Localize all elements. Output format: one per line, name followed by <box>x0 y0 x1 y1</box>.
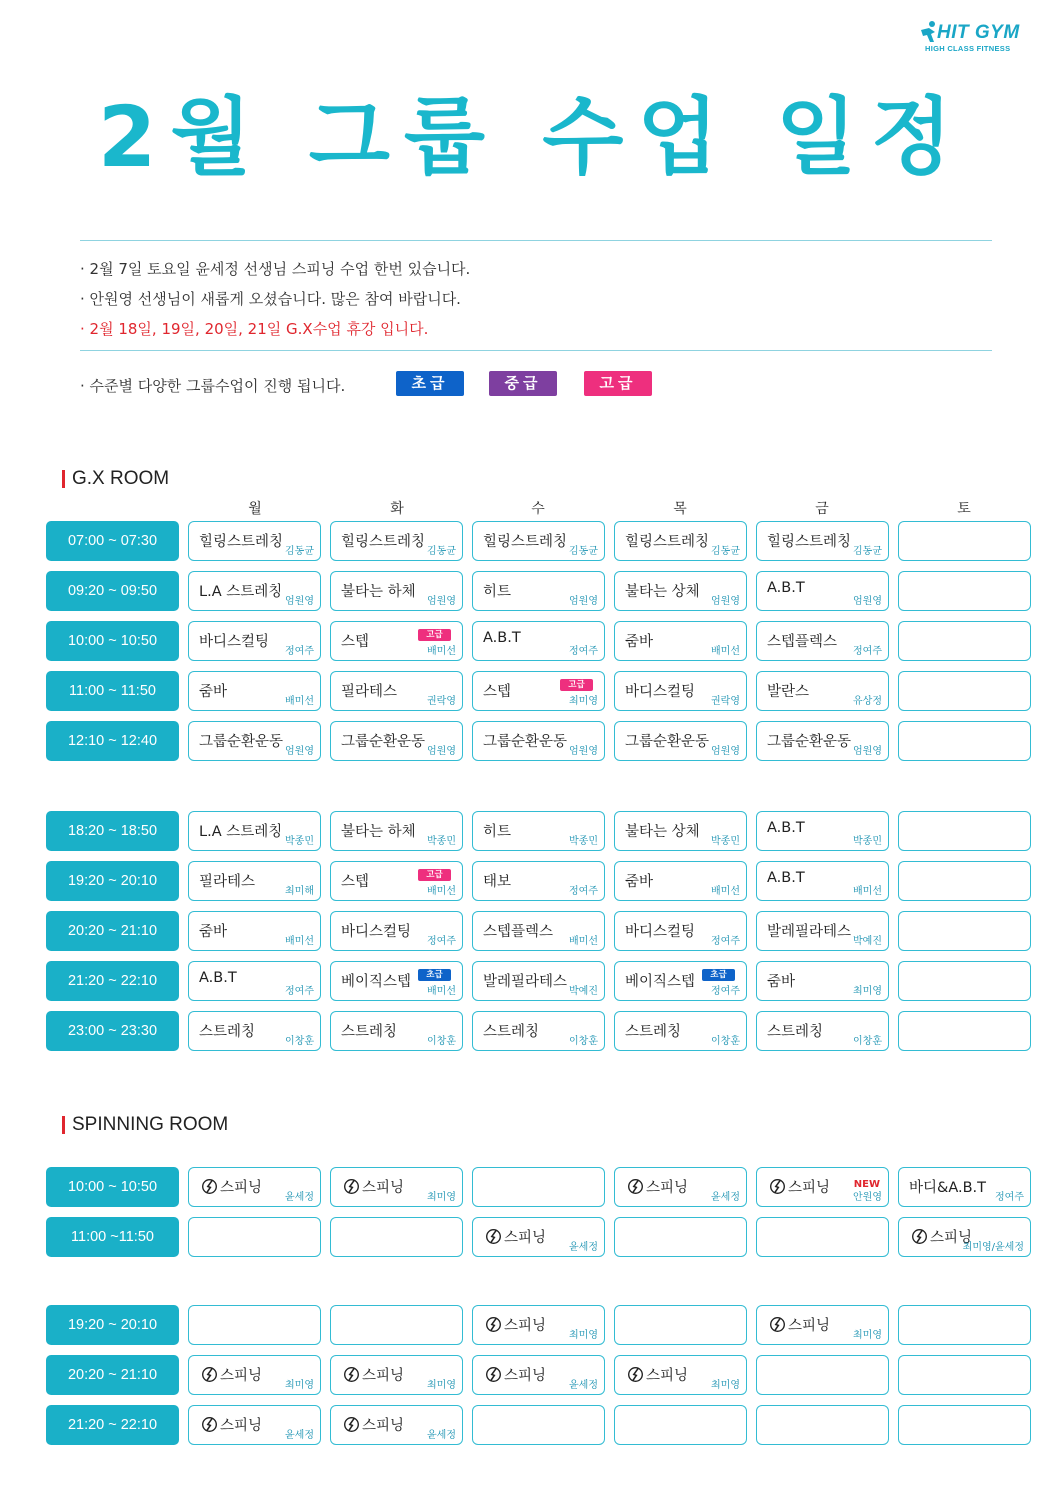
class-name: 스피닝 <box>220 1368 263 1384</box>
class-name: 불타는 하체 <box>341 584 416 600</box>
class-name: 스텝 <box>483 684 512 700</box>
divider-top <box>80 240 992 241</box>
class-name: 줌바 <box>767 974 796 990</box>
teacher-name: 윤세정 <box>711 1192 740 1203</box>
level-badge: 초급 <box>418 969 451 981</box>
time-slot: 07:00 ~ 07:30 <box>46 521 179 561</box>
teacher-name: 정여주 <box>285 986 314 997</box>
empty-cell <box>756 1355 889 1395</box>
empty-cell <box>756 1217 889 1257</box>
class-cell <box>472 911 605 951</box>
class-cell <box>614 721 747 761</box>
teacher-name: 정여주 <box>711 986 740 997</box>
spinning-bike-icon <box>769 1178 786 1195</box>
teacher-name: 최미영 <box>427 1192 456 1203</box>
class-name: 불타는 상체 <box>625 584 700 600</box>
teacher-name: 유상정 <box>853 696 882 707</box>
class-cell <box>472 1011 605 1051</box>
day-header: 화 <box>390 501 404 517</box>
teacher-name: 엄원영 <box>569 746 598 757</box>
notice-2: · 안원영 선생님이 새롭게 오셨습니다. 많은 참여 바랍니다. <box>80 290 461 308</box>
time-slot: 11:00 ~ 11:50 <box>46 671 179 711</box>
page-title: 2월 그룹 수업 일정 <box>97 88 967 186</box>
class-name: 힐링스트레칭 <box>625 534 710 550</box>
class-cell <box>188 571 321 611</box>
empty-cell <box>614 1217 747 1257</box>
class-cell <box>756 1011 889 1051</box>
empty-cell <box>472 1405 605 1445</box>
teacher-name: 김동균 <box>853 546 882 557</box>
empty-cell <box>330 1305 463 1345</box>
class-cell <box>756 721 889 761</box>
class-cell <box>756 571 889 611</box>
teacher-name: 최미영 <box>853 986 882 997</box>
spinning-bike-icon <box>627 1178 644 1195</box>
teacher-name: 배미선 <box>427 986 456 997</box>
class-name: 줌바 <box>199 684 228 700</box>
class-cell <box>756 961 889 1001</box>
class-cell <box>472 1305 605 1345</box>
teacher-name: 박종민 <box>427 836 456 847</box>
spinning-bike-icon <box>769 1316 786 1333</box>
empty-cell <box>898 861 1031 901</box>
time-slot: 19:20 ~ 20:10 <box>46 1305 179 1345</box>
teacher-name: 윤세정 <box>569 1242 598 1253</box>
level-intermediate-badge: 중급 <box>489 371 557 396</box>
class-cell <box>756 521 889 561</box>
class-name: L.A 스트레칭 <box>199 824 283 840</box>
level-beginner-badge: 초급 <box>396 371 464 396</box>
teacher-name: 엄원영 <box>853 596 882 607</box>
class-name: A.B.T <box>767 820 805 836</box>
teacher-name: 배미선 <box>569 936 598 947</box>
level-badge: 고급 <box>418 869 451 881</box>
teacher-name: 엄원영 <box>285 746 314 757</box>
class-name: 바디스컬팅 <box>625 684 696 700</box>
class-name: 줌바 <box>625 874 654 890</box>
empty-cell <box>756 1405 889 1445</box>
class-cell <box>614 861 747 901</box>
teacher-name: 김동균 <box>569 546 598 557</box>
day-header: 월 <box>248 501 262 517</box>
teacher-name: 정여주 <box>853 646 882 657</box>
empty-cell <box>898 521 1031 561</box>
spinning-bike-icon <box>343 1416 360 1433</box>
class-name: 발레필라테스 <box>483 974 568 990</box>
class-name: 그룹순환운동 <box>199 734 284 750</box>
class-name: 스피닝 <box>362 1180 405 1196</box>
spinning-bike-icon <box>201 1416 218 1433</box>
teacher-name: 최미영 <box>711 1380 740 1391</box>
class-cell <box>188 911 321 951</box>
class-cell <box>330 1355 463 1395</box>
spinning-bike-icon <box>627 1366 644 1383</box>
class-name: 스피닝 <box>220 1180 263 1196</box>
class-name: 베이직스텝 <box>625 974 696 990</box>
class-name: 불타는 상체 <box>625 824 700 840</box>
teacher-name: 정여주 <box>569 646 598 657</box>
class-cell <box>614 571 747 611</box>
empty-cell <box>898 671 1031 711</box>
class-cell <box>330 811 463 851</box>
class-cell <box>614 1355 747 1395</box>
class-name: 발레필라테스 <box>767 924 852 940</box>
notice-3: · 2월 18일, 19일, 20일, 21일 G.X수업 휴강 입니다. <box>80 320 429 338</box>
time-slot: 11:00 ~11:50 <box>46 1217 179 1257</box>
teacher-name: 이창훈 <box>853 1036 882 1047</box>
class-cell <box>756 911 889 951</box>
class-cell <box>614 621 747 661</box>
brand-name: HIT GYM <box>937 22 1020 43</box>
class-cell <box>188 1405 321 1445</box>
teacher-name: 배미선 <box>853 886 882 897</box>
spinning-bike-icon <box>911 1228 928 1245</box>
spinning-bike-icon <box>201 1366 218 1383</box>
teacher-name: 윤세정 <box>569 1380 598 1391</box>
teacher-name: 이창훈 <box>569 1036 598 1047</box>
teacher-name: 박종민 <box>569 836 598 847</box>
class-name: 바디&A.B.T <box>909 1180 987 1196</box>
class-cell <box>472 861 605 901</box>
class-name: 스피닝 <box>504 1368 547 1384</box>
class-name: 힐링스트레칭 <box>767 534 852 550</box>
time-slot: 21:20 ~ 22:10 <box>46 1405 179 1445</box>
class-name: 스피닝 <box>646 1180 689 1196</box>
class-name: 스피닝 <box>504 1318 547 1334</box>
teacher-name: 박예진 <box>569 986 598 997</box>
teacher-name: 최미영 <box>427 1380 456 1391</box>
class-cell <box>188 1355 321 1395</box>
teacher-name: 배미선 <box>427 646 456 657</box>
class-cell <box>188 521 321 561</box>
class-cell <box>330 721 463 761</box>
teacher-name: 김동균 <box>711 546 740 557</box>
class-cell <box>188 861 321 901</box>
empty-cell <box>898 811 1031 851</box>
teacher-name: 권락영 <box>427 696 456 707</box>
class-cell <box>472 621 605 661</box>
class-cell <box>756 671 889 711</box>
day-header: 토 <box>957 501 971 517</box>
class-cell <box>472 521 605 561</box>
class-cell <box>188 961 321 1001</box>
class-name: 그룹순환운동 <box>625 734 710 750</box>
teacher-name: 최미영 <box>569 696 598 707</box>
empty-cell <box>898 721 1031 761</box>
class-name: 스텝플렉스 <box>767 634 838 650</box>
class-name: 스피닝 <box>362 1368 405 1384</box>
teacher-name: 윤세정 <box>285 1430 314 1441</box>
teacher-name: 김동균 <box>285 546 314 557</box>
empty-cell <box>898 961 1031 1001</box>
teacher-name: 윤세정 <box>427 1430 456 1441</box>
class-name: A.B.T <box>767 870 805 886</box>
empty-cell <box>898 1405 1031 1445</box>
spinning-bike-icon <box>485 1316 502 1333</box>
level-advanced-badge: 고급 <box>584 371 652 396</box>
time-slot: 20:20 ~ 21:10 <box>46 911 179 951</box>
class-name: 바디스컬팅 <box>625 924 696 940</box>
spinning-bike-icon <box>343 1366 360 1383</box>
class-name: 그룹순환운동 <box>767 734 852 750</box>
class-cell <box>188 671 321 711</box>
teacher-name: 박종민 <box>285 836 314 847</box>
brand-logo <box>917 18 1027 58</box>
class-name: 힐링스트레칭 <box>483 534 568 550</box>
class-name: A.B.T <box>483 630 521 646</box>
level-badge: 고급 <box>418 629 451 641</box>
class-name: 스텝 <box>341 634 370 650</box>
time-slot: 10:00 ~ 10:50 <box>46 621 179 661</box>
teacher-name: 정여주 <box>569 886 598 897</box>
class-cell <box>756 621 889 661</box>
class-cell <box>472 721 605 761</box>
class-name: 스피닝 <box>220 1418 263 1434</box>
teacher-name: 최미영 <box>853 1330 882 1341</box>
teacher-name: 박예진 <box>853 936 882 947</box>
class-cell <box>330 621 463 661</box>
class-cell <box>472 671 605 711</box>
class-name: 줌바 <box>199 924 228 940</box>
class-name: 스트레칭 <box>483 1024 540 1040</box>
teacher-name: 정여주 <box>711 936 740 947</box>
empty-cell <box>898 571 1031 611</box>
empty-cell <box>898 1011 1031 1051</box>
gx-room-title: G.X ROOM <box>62 470 169 488</box>
class-cell <box>472 811 605 851</box>
class-cell <box>756 1167 889 1207</box>
notice-1: · 2월 7일 토요일 윤세정 선생님 스피닝 수업 한번 있습니다. <box>80 260 471 278</box>
class-cell <box>330 1011 463 1051</box>
class-cell <box>614 1011 747 1051</box>
teacher-name: 배미선 <box>711 886 740 897</box>
day-header: 수 <box>531 501 545 517</box>
class-name: 스피닝 <box>788 1180 831 1196</box>
class-name: 스피닝 <box>788 1318 831 1334</box>
spinning-bike-icon <box>343 1178 360 1195</box>
teacher-name: 엄원영 <box>853 746 882 757</box>
empty-cell <box>898 621 1031 661</box>
class-name: 바디스컬팅 <box>199 634 270 650</box>
time-slot: 12:10 ~ 12:40 <box>46 721 179 761</box>
teacher-name: 이창훈 <box>285 1036 314 1047</box>
time-slot: 20:20 ~ 21:10 <box>46 1355 179 1395</box>
spinning-bike-icon <box>201 1178 218 1195</box>
class-name: A.B.T <box>199 970 237 986</box>
class-name: 스텝 <box>341 874 370 890</box>
levels-text: · 수준별 다양한 그룹수업이 진행 됩니다. <box>80 377 346 395</box>
spinning-room-title: SPINNING ROOM <box>62 1116 228 1134</box>
empty-cell <box>898 911 1031 951</box>
class-name: 스트레칭 <box>625 1024 682 1040</box>
level-badge: 초급 <box>702 969 735 981</box>
spinning-bike-icon <box>485 1228 502 1245</box>
class-name: 스텝플렉스 <box>483 924 554 940</box>
empty-cell <box>188 1217 321 1257</box>
class-cell <box>614 961 747 1001</box>
time-slot: 21:20 ~ 22:10 <box>46 961 179 1001</box>
class-cell <box>756 861 889 901</box>
teacher-name: 이창훈 <box>711 1036 740 1047</box>
class-name: 필라테스 <box>341 684 398 700</box>
brand-tagline: HIGH CLASS FITNESS <box>925 44 1011 53</box>
class-name: A.B.T <box>767 580 805 596</box>
class-name: 히트 <box>483 584 512 600</box>
time-slot: 10:00 ~ 10:50 <box>46 1167 179 1207</box>
class-cell <box>188 1167 321 1207</box>
class-cell <box>472 1217 605 1257</box>
class-cell <box>188 621 321 661</box>
class-cell <box>330 671 463 711</box>
class-name: 스피닝 <box>646 1368 689 1384</box>
teacher-name: 이창훈 <box>427 1036 456 1047</box>
teacher-name: 엄원영 <box>427 746 456 757</box>
empty-cell <box>472 1167 605 1207</box>
teacher-name: 최미영/윤세정 <box>962 1242 1024 1253</box>
class-name: 그룹순환운동 <box>341 734 426 750</box>
class-cell <box>188 811 321 851</box>
class-name: 스피닝 <box>362 1418 405 1434</box>
class-name: 스트레칭 <box>341 1024 398 1040</box>
class-cell <box>472 961 605 1001</box>
teacher-name: 최미영 <box>569 1330 598 1341</box>
class-name: 바디스컬팅 <box>341 924 412 940</box>
class-cell <box>614 521 747 561</box>
class-name: 스피닝 <box>930 1230 973 1246</box>
class-name: 스피닝 <box>504 1230 547 1246</box>
class-name: 줌바 <box>625 634 654 650</box>
teacher-name: 엄원영 <box>711 746 740 757</box>
class-cell <box>614 1167 747 1207</box>
teacher-name: 정여주 <box>427 936 456 947</box>
class-cell <box>472 571 605 611</box>
class-name: 힐링스트레칭 <box>341 534 426 550</box>
empty-cell <box>614 1405 747 1445</box>
class-cell <box>614 911 747 951</box>
class-name: 필라테스 <box>199 874 256 890</box>
empty-cell <box>330 1217 463 1257</box>
class-name: 그룹순환운동 <box>483 734 568 750</box>
spinning-bike-icon <box>485 1366 502 1383</box>
class-cell <box>614 811 747 851</box>
level-badge: 고급 <box>560 679 593 691</box>
class-name: 발란스 <box>767 684 810 700</box>
empty-cell <box>898 1305 1031 1345</box>
time-slot: 19:20 ~ 20:10 <box>46 861 179 901</box>
teacher-name: 박종민 <box>711 836 740 847</box>
class-name: 히트 <box>483 824 512 840</box>
teacher-name: 안원영 <box>853 1192 882 1203</box>
time-slot: 09:20 ~ 09:50 <box>46 571 179 611</box>
class-cell <box>188 1011 321 1051</box>
new-badge: NEW <box>853 1179 880 1190</box>
empty-cell <box>188 1305 321 1345</box>
teacher-name: 박종민 <box>853 836 882 847</box>
class-name: 태보 <box>483 874 512 890</box>
divider-bottom <box>80 350 992 351</box>
class-cell <box>898 1167 1031 1207</box>
class-cell <box>472 1355 605 1395</box>
teacher-name: 최미영 <box>285 1380 314 1391</box>
teacher-name: 김동균 <box>427 546 456 557</box>
class-cell <box>330 961 463 1001</box>
class-name: 스트레칭 <box>199 1024 256 1040</box>
empty-cell <box>898 1355 1031 1395</box>
class-cell <box>898 1217 1031 1257</box>
class-name: 스트레칭 <box>767 1024 824 1040</box>
teacher-name: 배미선 <box>711 646 740 657</box>
teacher-name: 배미선 <box>427 886 456 897</box>
teacher-name: 정여주 <box>285 646 314 657</box>
teacher-name: 엄원영 <box>711 596 740 607</box>
teacher-name: 정여주 <box>995 1192 1024 1203</box>
teacher-name: 엄원영 <box>285 596 314 607</box>
class-cell <box>330 861 463 901</box>
class-cell <box>188 721 321 761</box>
time-slot: 18:20 ~ 18:50 <box>46 811 179 851</box>
teacher-name: 윤세정 <box>285 1192 314 1203</box>
class-cell <box>330 521 463 561</box>
class-cell <box>756 1305 889 1345</box>
teacher-name: 배미선 <box>285 696 314 707</box>
class-cell <box>330 911 463 951</box>
class-cell <box>614 671 747 711</box>
teacher-name: 최미해 <box>285 886 314 897</box>
class-cell <box>330 1405 463 1445</box>
day-header: 목 <box>673 501 687 517</box>
class-cell <box>756 811 889 851</box>
time-slot: 23:00 ~ 23:30 <box>46 1011 179 1051</box>
class-name: 불타는 하체 <box>341 824 416 840</box>
teacher-name: 배미선 <box>285 936 314 947</box>
class-name: L.A 스트레칭 <box>199 584 283 600</box>
class-cell <box>330 1167 463 1207</box>
teacher-name: 엄원영 <box>427 596 456 607</box>
class-cell <box>330 571 463 611</box>
class-name: 베이직스텝 <box>341 974 412 990</box>
teacher-name: 엄원영 <box>569 596 598 607</box>
day-header: 금 <box>815 501 829 517</box>
teacher-name: 권락영 <box>711 696 740 707</box>
empty-cell <box>614 1305 747 1345</box>
class-name: 힐링스트레칭 <box>199 534 284 550</box>
